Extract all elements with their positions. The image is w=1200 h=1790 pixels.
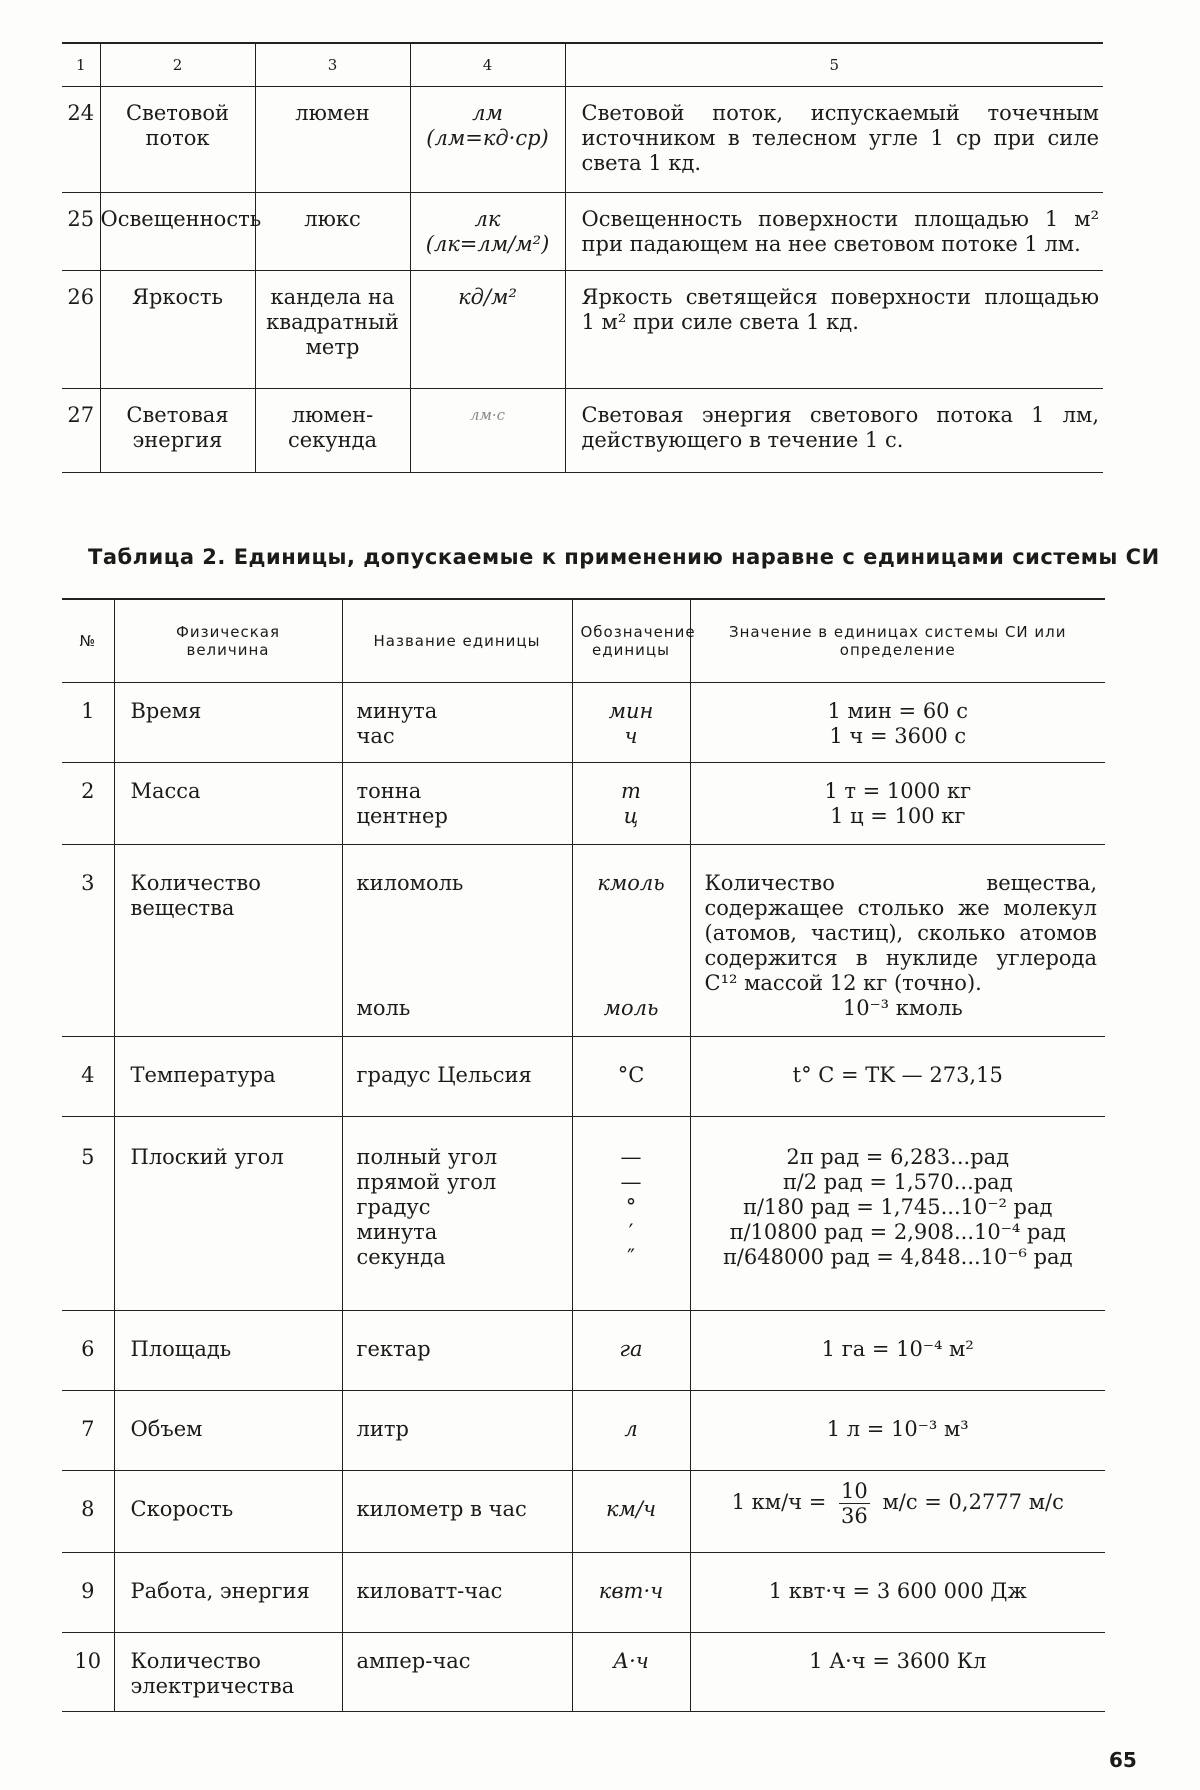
row-number: 8 <box>81 1497 95 1521</box>
symbol-line: лк <box>474 207 501 231</box>
value-cell <box>690 683 1105 763</box>
value-line: 1 ч = 3600 с <box>829 724 967 748</box>
row-number: 9 <box>81 1579 95 1603</box>
unit-name: гектар <box>356 1337 431 1361</box>
quantity-cell: Количество вещества <box>114 845 342 1037</box>
value-prefix: 1 км/ч = <box>731 1490 827 1514</box>
value-cell <box>690 1117 1105 1311</box>
quantity-cell: Объем <box>114 1391 342 1471</box>
table-row <box>62 763 1105 845</box>
unit-name: ампер-час <box>356 1649 471 1673</box>
definition-cell: Яркость светящейся поверхности площадью 1 м² при силе света 1 кд. <box>565 271 1103 389</box>
unit-symbol: мин <box>608 699 654 723</box>
unit-cell <box>342 683 572 763</box>
value-line: 1 т = 1000 кг <box>824 779 972 803</box>
row-number: 5 <box>81 1145 95 1169</box>
value-cell <box>690 1311 1105 1391</box>
fraction-denominator: 36 <box>841 1504 868 1528</box>
table-row <box>62 1391 1105 1471</box>
unit-name: моль <box>356 996 411 1020</box>
unit-cell <box>342 1471 572 1553</box>
symbol-cell <box>572 1471 690 1553</box>
value-line: π/2 рад = 1,570...рад <box>782 1170 1013 1194</box>
unit-symbol: кмоль <box>597 871 665 895</box>
value-line: π/180 рад = 1,745...10⁻² рад <box>743 1195 1053 1219</box>
table-row <box>62 1037 1105 1117</box>
col-header: 5 <box>565 43 1103 87</box>
table-row <box>62 271 1103 389</box>
quantity-cell: Площадь <box>114 1311 342 1391</box>
unit-symbol: ц <box>623 804 639 828</box>
unit-name: прямой угол <box>356 1170 497 1194</box>
table-row <box>62 1311 1105 1391</box>
unit-cell <box>342 1633 572 1712</box>
row-number: 24 <box>67 101 95 125</box>
row-number: 26 <box>67 285 95 309</box>
value-line: π/648000 рад = 4,848...10⁻⁶ рад <box>723 1245 1073 1269</box>
col-header-number: № <box>79 632 97 650</box>
value-cell <box>690 763 1105 845</box>
row-number: 4 <box>81 1063 95 1087</box>
unit-symbol: ′ <box>628 1220 634 1244</box>
row-number: 6 <box>81 1337 95 1361</box>
value-line: 1 А·ч = 3600 Кл <box>809 1649 987 1673</box>
symbol-line: лм <box>472 101 503 125</box>
unit-cell <box>342 1037 572 1117</box>
unit-cell: люмен <box>255 87 410 193</box>
symbol-cell <box>410 193 565 271</box>
unit-symbol: ″ <box>627 1245 635 1269</box>
quantity-cell: Освещенность <box>100 193 255 271</box>
value-line: 1 квт·ч = 3 600 000 Дж <box>768 1579 1027 1603</box>
table-2-header <box>62 599 1105 683</box>
unit-cell <box>342 1117 572 1311</box>
value-line: 1 га = 10⁻⁴ м² <box>821 1337 974 1361</box>
quantity-cell: Количество электричества <box>114 1633 342 1712</box>
fraction-numerator: 10 <box>841 1479 868 1503</box>
unit-name: минута <box>356 1220 438 1244</box>
symbol-cell <box>572 1037 690 1117</box>
unit-cell <box>342 1311 572 1391</box>
quantity-cell: Плоский угол <box>114 1117 342 1311</box>
symbol-cell <box>572 1311 690 1391</box>
table-row <box>62 1633 1105 1712</box>
row-number: 10 <box>74 1649 102 1673</box>
row-number: 3 <box>81 871 95 895</box>
table-row <box>62 1553 1105 1633</box>
unit-symbol: т <box>621 779 641 803</box>
symbol-line: (лм=кд·ср) <box>426 126 549 150</box>
table-row <box>62 1117 1105 1311</box>
symbol-cell <box>572 1117 690 1311</box>
definition-text: Количество вещества, содержащее столько же молекул (атомов, частиц), сколько атомов содержится в нуклиде углерода C¹² массой 12 кг (точно). <box>704 871 1097 995</box>
quantity-cell: Температура <box>114 1037 342 1117</box>
table-1 <box>62 42 1103 473</box>
value-line: 10⁻³ кмоль <box>842 996 963 1020</box>
value-cell <box>690 1633 1105 1712</box>
row-number: 1 <box>81 699 95 723</box>
unit-symbol: А·ч <box>613 1649 649 1673</box>
unit-cell: люмен-секунда <box>255 389 410 473</box>
symbol-line: лм·с <box>469 406 506 424</box>
unit-name: литр <box>356 1417 409 1441</box>
unit-symbol: га <box>619 1337 643 1361</box>
definition-cell: Световая энергия светового потока 1 лм, действующего в течение 1 с. <box>565 389 1103 473</box>
table-row <box>62 845 1105 1037</box>
row-number: 27 <box>67 403 95 427</box>
value-line: 2π рад = 6,283...рад <box>786 1145 1010 1169</box>
quantity-cell: Световая энергия <box>100 389 255 473</box>
definition-cell: Освещенность поверхности площадью 1 м² при падающем на нее световом потоке 1 лм. <box>565 193 1103 271</box>
col-header: 1 <box>75 56 86 74</box>
value-suffix: м/с = 0,2777 м/с <box>882 1490 1064 1514</box>
quantity-cell: Яркость <box>100 271 255 389</box>
value-line: π/10800 рад = 2,908...10⁻⁴ рад <box>729 1220 1066 1244</box>
unit-name: киловатт-час <box>356 1579 503 1603</box>
quantity-cell: Скорость <box>114 1471 342 1553</box>
unit-cell <box>342 1553 572 1633</box>
definition-cell: Световой поток, испускаемый точечным источником в телесном угле 1 ср при силе света 1 кд. <box>565 87 1103 193</box>
row-number: 7 <box>81 1417 95 1441</box>
unit-symbol: л <box>624 1417 638 1441</box>
symbol-cell <box>572 1633 690 1712</box>
unit-name: тонна <box>356 779 422 803</box>
table-1-header <box>62 43 1103 87</box>
value-line: t° C = TK — 273,15 <box>792 1063 1003 1087</box>
table-row <box>62 87 1103 193</box>
symbol-cell <box>572 1391 690 1471</box>
quantity-cell: Световой поток <box>100 87 255 193</box>
col-header-value: Значение в единицах системы СИ или определение <box>690 599 1105 683</box>
value-cell <box>690 845 1105 1037</box>
unit-name: километр в час <box>356 1497 527 1521</box>
unit-name: градус <box>356 1195 431 1219</box>
unit-symbol: км/ч <box>605 1497 657 1521</box>
symbol-cell <box>572 845 690 1037</box>
symbol-cell <box>410 271 565 389</box>
unit-cell <box>342 1391 572 1471</box>
unit-name: секунда <box>356 1245 446 1269</box>
table-row <box>62 193 1103 271</box>
unit-cell <box>342 845 572 1037</box>
unit-symbol: — <box>620 1170 642 1194</box>
value-line: 1 мин = 60 с <box>827 699 968 723</box>
unit-name: полный угол <box>356 1145 498 1169</box>
table-2-caption: Таблица 2. Единицы, допускаемые к применению наравне с единицами системы СИ <box>88 545 1160 569</box>
unit-symbol: ° <box>625 1195 637 1219</box>
table-2 <box>62 598 1105 1712</box>
col-header: 3 <box>255 43 410 87</box>
quantity-cell: Работа, энергия <box>114 1553 342 1633</box>
unit-name: градус Цельсия <box>356 1063 532 1087</box>
unit-symbol: ч <box>624 724 638 748</box>
fraction <box>839 1479 870 1528</box>
row-number: 2 <box>81 779 95 803</box>
symbol-cell <box>572 1553 690 1633</box>
unit-name: киломоль <box>356 871 464 895</box>
col-header: 4 <box>410 43 565 87</box>
table-row <box>62 389 1103 473</box>
col-header-quantity: Физическая величина <box>114 599 342 683</box>
unit-name: час <box>356 724 395 748</box>
quantity-cell: Масса <box>114 763 342 845</box>
unit-cell <box>342 763 572 845</box>
unit-symbol: °C <box>617 1063 645 1087</box>
row-number: 25 <box>67 207 95 231</box>
symbol-line: (лк=лм/м²) <box>425 232 550 256</box>
symbol-cell <box>572 683 690 763</box>
symbol-cell <box>410 389 565 473</box>
unit-symbol: моль <box>603 996 659 1020</box>
unit-cell: кандела на квадратный метр <box>255 271 410 389</box>
symbol-line: кд/м² <box>458 285 517 309</box>
unit-name: минута <box>356 699 438 723</box>
symbol-cell <box>410 87 565 193</box>
value-cell <box>690 1553 1105 1633</box>
page-number: 65 <box>1109 1748 1137 1772</box>
unit-symbol: квт·ч <box>598 1579 664 1603</box>
col-header-unit-name: Название единицы <box>342 599 572 683</box>
unit-symbol: — <box>620 1145 642 1169</box>
symbol-cell <box>572 763 690 845</box>
table-row <box>62 1471 1105 1553</box>
quantity-cell: Время <box>114 683 342 763</box>
unit-name: центнер <box>356 804 448 828</box>
unit-cell: люкс <box>255 193 410 271</box>
col-header: 2 <box>100 43 255 87</box>
value-cell <box>690 1037 1105 1117</box>
value-line: 1 л = 10⁻³ м³ <box>826 1417 969 1441</box>
value-line: 1 ц = 100 кг <box>830 804 966 828</box>
col-header-symbol: Обозначение единицы <box>572 599 690 683</box>
table-row <box>62 683 1105 763</box>
value-cell <box>690 1391 1105 1471</box>
value-cell <box>690 1471 1105 1553</box>
